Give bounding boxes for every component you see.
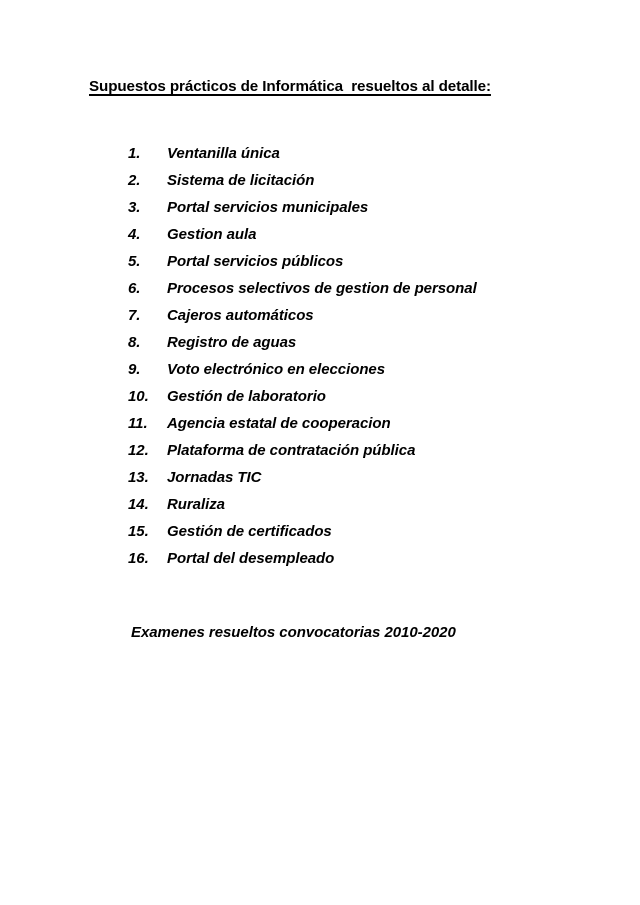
list-item: [0, 383, 640, 410]
list-item-number: 5.: [128, 253, 141, 270]
list-item: [0, 356, 640, 383]
list-item-label: Ventanilla única: [167, 145, 280, 162]
list-item-number: 13.: [128, 469, 149, 486]
list-item: [0, 545, 640, 572]
list-item-label: Portal del desempleado: [167, 550, 335, 567]
list-item-number: 6.: [128, 280, 141, 297]
list-item-number: 1.: [128, 145, 141, 162]
list-item-number: 8.: [128, 334, 141, 351]
list-item-number: 2.: [128, 172, 141, 189]
list-item-number: 7.: [128, 307, 141, 324]
list-item-number: 16.: [128, 550, 149, 567]
list-item: [0, 410, 640, 437]
list-item: [0, 221, 640, 248]
list-item-number: 11.: [128, 415, 148, 432]
list-item-label: Portal servicios municipales: [167, 199, 369, 216]
list-item-number: 15.: [128, 523, 149, 540]
numbered-list: [0, 140, 640, 572]
list-item-label: Gestión de laboratorio: [167, 388, 326, 405]
page-title: Supuestos prácticos de Informática resueltos al detalle:: [89, 78, 491, 95]
list-item-label: Procesos selectivos de gestion de personal: [167, 280, 477, 297]
footer-text: Examenes resueltos convocatorias 2010-2020: [131, 624, 456, 641]
list-item-number: 3.: [128, 199, 141, 216]
list-item: [0, 167, 640, 194]
list-item: [0, 302, 640, 329]
list-item-number: 4.: [128, 226, 141, 243]
list-item-label: Sistema de licitación: [167, 172, 315, 189]
list-item-label: Portal servicios públicos: [167, 253, 344, 270]
list-item: [0, 194, 640, 221]
list-item-label: Ruraliza: [167, 496, 225, 513]
list-item: [0, 329, 640, 356]
list-item: [0, 275, 640, 302]
list-item-number: 12.: [128, 442, 149, 459]
list-item: [0, 248, 640, 275]
list-item-label: Registro de aguas: [167, 334, 297, 351]
list-item-number: 10.: [128, 388, 149, 405]
list-item-label: Voto electrónico en elecciones: [167, 361, 386, 378]
list-item-label: Gestión de certificados: [167, 523, 332, 540]
list-item-number: 14.: [128, 496, 149, 513]
list-item-label: Plataforma de contratación pública: [167, 442, 416, 459]
list-item-label: Agencia estatal de cooperacion: [167, 415, 391, 432]
list-item: [0, 140, 640, 167]
list-item-label: Gestion aula: [167, 226, 257, 243]
list-item: [0, 518, 640, 545]
list-item-number: 9.: [128, 361, 141, 378]
list-item: [0, 437, 640, 464]
list-item: [0, 464, 640, 491]
list-item-label: Cajeros automáticos: [167, 307, 314, 324]
list-item-label: Jornadas TIC: [167, 469, 262, 486]
list-item: [0, 491, 640, 518]
